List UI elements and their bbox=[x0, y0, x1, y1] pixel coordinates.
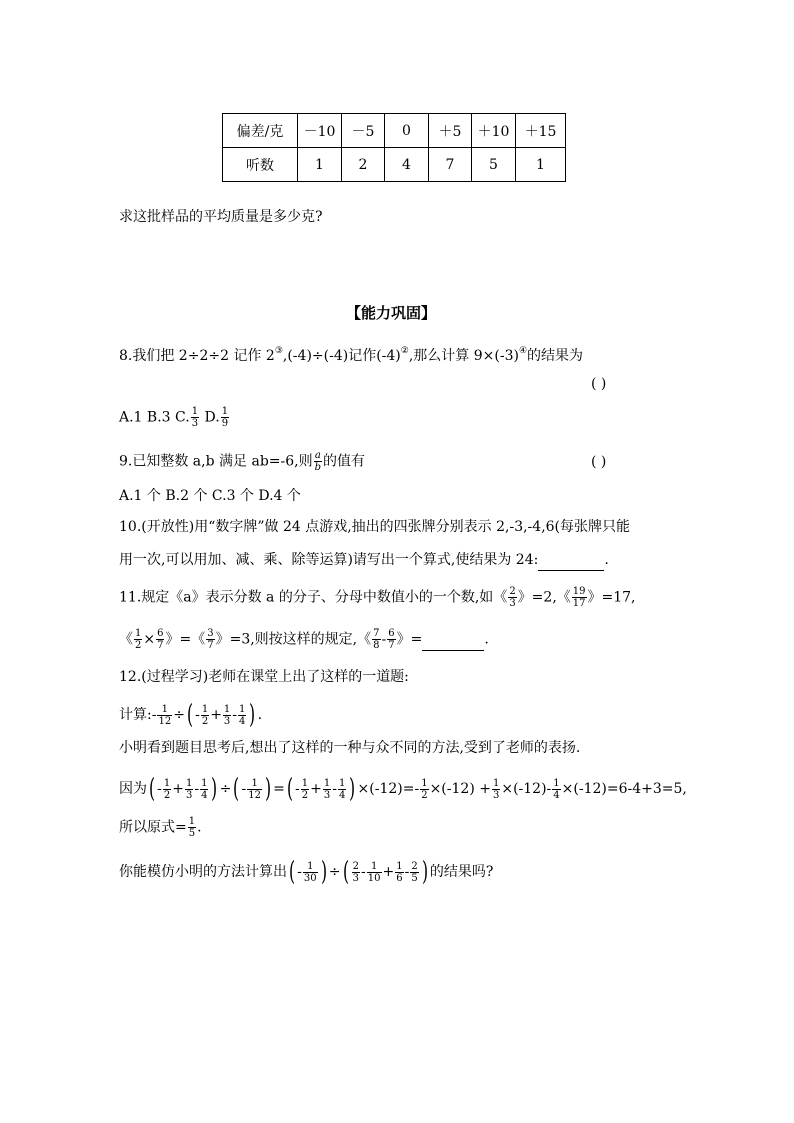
q8-text: 的结果为 bbox=[527, 348, 584, 364]
question-12-last: 你能模仿小明的方法计算出( - $\frac{1}{30}$ ) ÷( $\frac{2}{3}$ - $\frac{1}{10}$ + $\frac{1}{6}$ - $\frac{2}{5}$ ) 的结果吗? bbox=[119, 857, 494, 887]
fraction: $\frac{1}{6}$ bbox=[396, 860, 403, 884]
fraction: $\frac{a}{b}$ bbox=[314, 450, 321, 473]
q8-sup: ③ bbox=[274, 346, 283, 356]
q12-text: 计算: bbox=[119, 707, 152, 723]
fraction: $\frac{1}{12}$ bbox=[158, 703, 172, 727]
fraction: $\frac{2}{3}$ bbox=[352, 860, 360, 884]
fraction: $\frac{1}{9}$ bbox=[221, 406, 229, 429]
paren-close: ) bbox=[249, 700, 256, 730]
q12-text: ×(-12)=- bbox=[357, 781, 420, 797]
q9-text: 的值有 bbox=[323, 453, 365, 470]
question-9 bbox=[119, 450, 365, 473]
table-cell: ＋15 bbox=[516, 114, 566, 148]
fraction: $\frac{2}{3}$ bbox=[509, 586, 516, 609]
paren-open: ( bbox=[289, 857, 296, 887]
q9-text: 9.已知整数 a,b 满足 ab=-6,则 bbox=[119, 453, 313, 470]
q9-answer-paren[interactable]: ( ) bbox=[591, 454, 607, 470]
table-row bbox=[223, 148, 566, 182]
deviation-table bbox=[222, 113, 566, 182]
q11-text: 》=3,则按这样的规定,《 bbox=[215, 631, 372, 648]
fraction: $\frac{1}{3}$ bbox=[223, 703, 231, 727]
fraction: $\frac{1}{3}$ bbox=[186, 777, 193, 801]
q11-operator: - bbox=[381, 631, 387, 648]
question-12-because: 因为( - $\frac{1}{2}$ + $\frac{1}{3}$ - $\frac{1}{4}$ ) ÷( - $\frac{1}{12}$ ) =( - $\frac{1}{2}$ + $\frac{1}{3}$ - $\frac{1}{4}$ ) ×(-12)=- $\frac{1}{2}$ ×(-12) + $\frac{1}{3}$ ×(-12)- $\frac{1}{4}$ ×(-12)=6-4+3=5, bbox=[119, 774, 687, 804]
fraction: $\frac{1}{3}$ bbox=[323, 777, 331, 801]
q12-text: . bbox=[197, 819, 202, 836]
paren-close: ) bbox=[265, 774, 272, 804]
fraction: $\frac{1}{3}$ bbox=[191, 406, 199, 429]
q8-sup: ④ bbox=[518, 346, 528, 356]
paren-open: ( bbox=[286, 774, 294, 804]
q12-text: ×(-12) + bbox=[429, 781, 491, 797]
table-cell: 听数 bbox=[223, 148, 298, 182]
fraction: $\frac{1}{4}$ bbox=[339, 777, 346, 801]
answer-blank[interactable] bbox=[422, 630, 484, 651]
q9-options: A.1 个 B.2 个 C.3 个 D.4 个 bbox=[119, 488, 301, 504]
q12-text: 所以原式= bbox=[119, 819, 187, 836]
q11-text: 《 bbox=[119, 631, 133, 648]
fraction: $\frac{1}{12}$ bbox=[248, 777, 261, 801]
question-11-line2 bbox=[119, 628, 489, 651]
q12-text: ×(-12)- bbox=[501, 781, 552, 797]
q12-text: 的结果吗? bbox=[429, 864, 494, 880]
table-cell: 偏差/克 bbox=[223, 114, 298, 148]
question-12-line1: 12.(过程学习)老师在课堂上出了这样的一道题: bbox=[119, 669, 409, 685]
table-cell: 1 bbox=[516, 148, 566, 182]
fraction: $\frac{1}{5}$ bbox=[188, 816, 196, 839]
fraction: $\frac{1}{4}$ bbox=[553, 777, 560, 801]
fraction: $\frac{1}{4}$ bbox=[201, 777, 208, 801]
q8-answer-paren[interactable]: ( ) bbox=[591, 376, 607, 392]
q12-text: 你能模仿小明的方法计算出 bbox=[119, 864, 287, 880]
q8-option-text: D. bbox=[200, 409, 220, 426]
q10-end: . bbox=[604, 552, 609, 568]
fraction: $\frac{1}{2}$ bbox=[301, 777, 309, 801]
q8-text: 8.我们把 2÷2÷2 记作 2 bbox=[119, 348, 275, 364]
q8-sup: ② bbox=[400, 346, 409, 356]
fraction: $\frac{1}{30}$ bbox=[303, 860, 317, 884]
paren-close: ) bbox=[421, 857, 428, 887]
fraction: $\frac{7}{8}$ bbox=[373, 628, 380, 651]
fraction: $\frac{6}{7}$ bbox=[388, 628, 395, 651]
q12-text: ×(-12)=6-4+3=5, bbox=[561, 781, 687, 797]
fraction: $\frac{1}{3}$ bbox=[492, 777, 500, 801]
paren-close: ) bbox=[320, 857, 327, 887]
table-cell: ＋5 bbox=[429, 114, 472, 148]
table-cell: 1 bbox=[298, 148, 342, 182]
paren-open: ( bbox=[233, 774, 240, 804]
question-12-line3: 小明看到题目思考后,想出了这样的一种与众不同的方法,受到了老师的表扬. bbox=[119, 740, 581, 756]
question-12-so bbox=[119, 816, 202, 839]
paren-open: ( bbox=[149, 774, 156, 804]
fraction: $\frac{1}{2}$ bbox=[135, 628, 142, 651]
fraction: $\frac{1}{2}$ bbox=[163, 777, 171, 801]
fraction: $\frac{19}{17}$ bbox=[572, 586, 586, 609]
q8-options bbox=[119, 406, 230, 429]
table-cell: －10 bbox=[298, 114, 342, 148]
table-cell: 4 bbox=[385, 148, 429, 182]
table-cell: ＋10 bbox=[472, 114, 516, 148]
fraction: $\frac{1}{2}$ bbox=[201, 703, 209, 727]
q11-operator: × bbox=[143, 631, 156, 648]
paren-close: ) bbox=[211, 774, 218, 804]
table-cell: 5 bbox=[472, 148, 516, 182]
question-7-tail: 求这批样品的平均质量是多少克? bbox=[119, 209, 323, 225]
question-8 bbox=[119, 341, 583, 366]
q10-text: 用一次,可以用加、减、乘、除等运算)请写出一个算式,使结果为 24: bbox=[119, 552, 539, 568]
fraction: $\frac{1}{4}$ bbox=[239, 703, 246, 727]
table-cell: 0 bbox=[385, 114, 429, 148]
section-title: 【能力巩固】 bbox=[346, 304, 437, 322]
question-10-line1: 10.(开放性)用“数字牌”做 24 点游戏,抽出的四张牌分别表示 2,-3,-4,6(每张牌只能 bbox=[119, 519, 631, 535]
paren-close: ) bbox=[349, 774, 356, 804]
question-10-line2 bbox=[119, 550, 609, 571]
q12-text: 因为 bbox=[119, 781, 147, 797]
q8-option-text: A.1 B.3 C. bbox=[119, 409, 190, 426]
fraction: $\frac{2}{5}$ bbox=[411, 860, 418, 884]
paren-open: ( bbox=[342, 857, 349, 887]
table-cell: －5 bbox=[342, 114, 385, 148]
q11-end: . bbox=[484, 631, 489, 648]
q8-text: ,(-4)÷(-4)记作(-4) bbox=[282, 348, 401, 364]
q11-text: 11.规定《a》表示分数 a 的分子、分母中数值小的一个数,如《 bbox=[119, 589, 508, 606]
fraction: $\frac{1}{2}$ bbox=[421, 777, 428, 801]
table-row bbox=[223, 114, 566, 148]
paren-open: ( bbox=[186, 700, 194, 730]
q11-text: 》=2,《 bbox=[517, 589, 571, 606]
q8-text: ,那么计算 9×(-3) bbox=[408, 348, 519, 364]
fraction: $\frac{1}{10}$ bbox=[367, 860, 381, 884]
question-11-line1 bbox=[119, 586, 636, 609]
question-12-calc: 计算:- $\frac{1}{12}$ ÷( - $\frac{1}{2}$ + $\frac{1}{3}$ - $\frac{1}{4}$ ) . bbox=[119, 700, 263, 730]
fraction: $\frac{6}{7}$ bbox=[157, 628, 164, 651]
table-cell: 2 bbox=[342, 148, 385, 182]
q11-text: 》=《 bbox=[165, 631, 206, 648]
fraction: $\frac{3}{7}$ bbox=[207, 628, 214, 651]
q11-text: 》=17, bbox=[587, 589, 636, 606]
q11-text: 》= bbox=[396, 631, 423, 648]
table-cell: 7 bbox=[429, 148, 472, 182]
answer-blank[interactable] bbox=[538, 550, 604, 571]
